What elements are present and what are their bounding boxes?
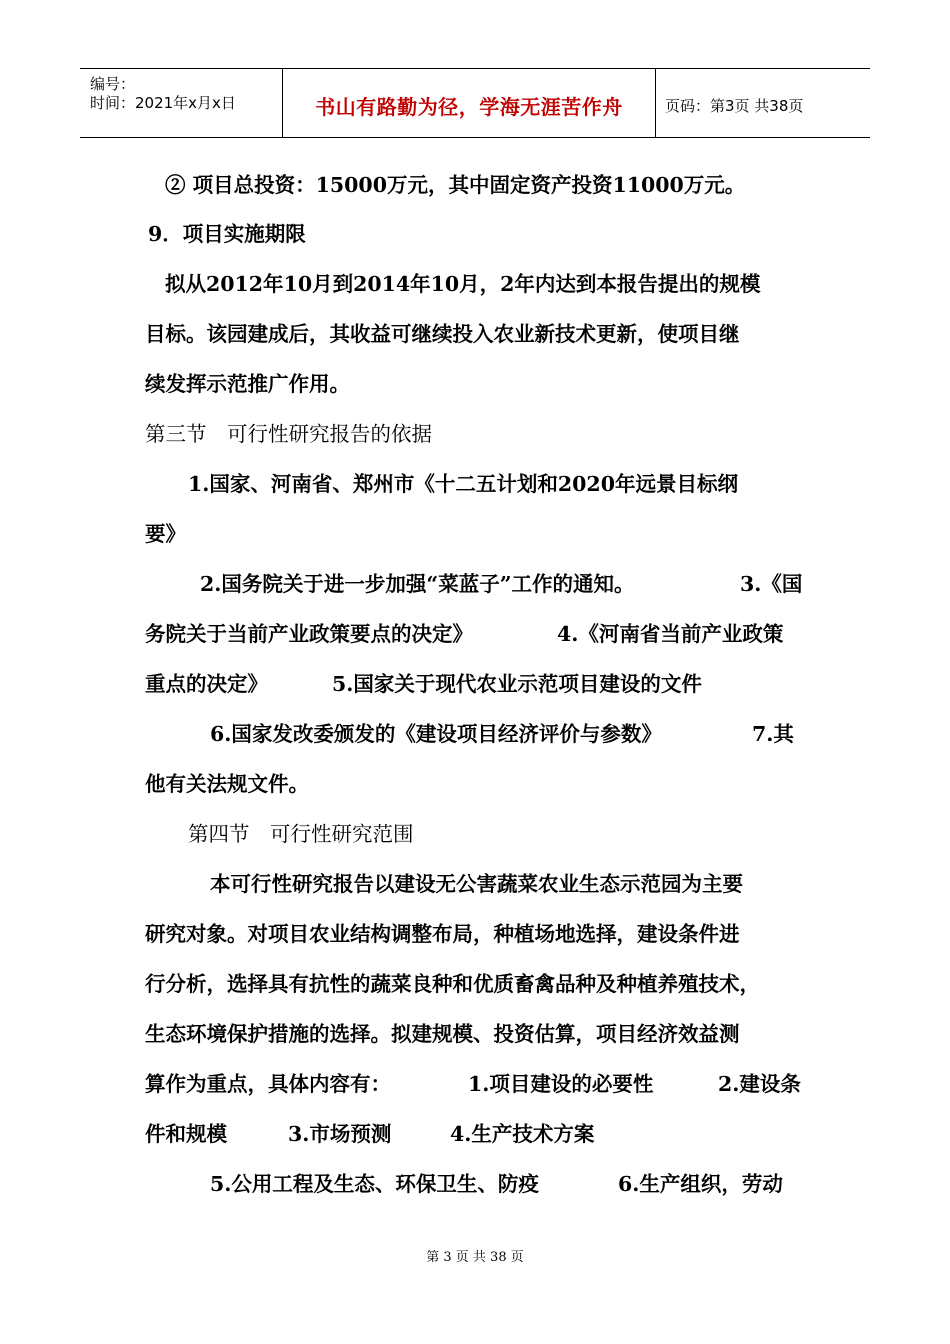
scope-item-5: 5.公用工程及生态、环保卫生、防疫: [210, 1172, 539, 1196]
paragraph-line: 研究对象。对项目农业结构调整布局，种植场地选择，建设条件进: [145, 922, 740, 946]
paragraph-line: 算作为重点，具体内容有：: [145, 1072, 391, 1096]
page-footer: 第 3 页 共 38 页: [426, 1250, 524, 1265]
section-heading-4: 第四节 可行性研究范围: [188, 822, 414, 846]
header-motto-cell: [282, 69, 656, 137]
scope-item-6: 6.生产组织，劳动: [618, 1172, 783, 1196]
basis-item-7: 7.其: [752, 722, 794, 746]
section-heading-3: 第三节 可行性研究报告的依据: [145, 422, 432, 446]
scope-item-1: 1.项目建设的必要性: [468, 1072, 654, 1096]
paragraph-line: 生态环境保护措施的选择。拟建规模、投资估算，项目经济效益测: [145, 1022, 740, 1046]
paragraph-line: 目标。该园建成后，其收益可继续投入农业新技术更新，使项目继: [145, 322, 740, 346]
basis-item-3: 3.《国: [740, 572, 803, 596]
paragraph-line: 务院关于当前产业政策要点的决定》: [145, 622, 473, 646]
header-page-cell: [655, 69, 870, 137]
basis-item-1: 1.国家、河南省、郑州市《十二五计划和2020年远景目标纲: [188, 472, 738, 496]
scope-item-2: 2.建设条: [718, 1072, 801, 1096]
header-motto: 书山有路勤为径，学海无涯苦作舟: [315, 95, 623, 119]
section-heading-9: 9．项目实施期限: [148, 222, 306, 246]
paragraph-line: 要》: [145, 522, 186, 546]
document-time-label: 时间：2021年x月x日: [90, 94, 236, 112]
paragraph-line: 续发挥示范推广作用。: [145, 372, 350, 396]
basis-item-4: 4.《河南省当前产业政策: [557, 622, 784, 646]
basis-item-2: 2.国务院关于进一步加强“菜蓝子”工作的通知。: [200, 572, 635, 596]
paragraph-line: 重点的决定》: [145, 672, 268, 696]
basis-item-5: 5.国家关于现代农业示范项目建设的文件: [332, 672, 702, 696]
scope-item-3: 3.市场预测: [288, 1122, 392, 1146]
page-header: [80, 68, 870, 138]
paragraph-line: 他有关法规文件。: [145, 772, 309, 796]
paragraph-line: 拟从2012年10月到2014年10月，2年内达到本报告提出的规模: [165, 272, 761, 296]
total-investment-line: ② 项目总投资：15000万元，其中固定资产投资11000万元。: [165, 173, 746, 197]
header-meta-cell: [80, 69, 282, 137]
document-number-label: 编号：: [90, 75, 136, 93]
scope-item-4: 4.生产技术方案: [450, 1122, 595, 1146]
paragraph-line: 本可行性研究报告以建设无公害蔬菜农业生态示范园为主要: [210, 872, 743, 896]
basis-item-6: 6.国家发改委颁发的《建设项目经济评价与参数》: [210, 722, 662, 746]
paragraph-line: 件和规模: [145, 1122, 227, 1146]
paragraph-line: 行分析，选择具有抗性的蔬菜良种和优质畜禽品种及种植养殖技术，: [145, 972, 760, 996]
header-page-info: 页码：第3页 共38页: [665, 97, 804, 115]
